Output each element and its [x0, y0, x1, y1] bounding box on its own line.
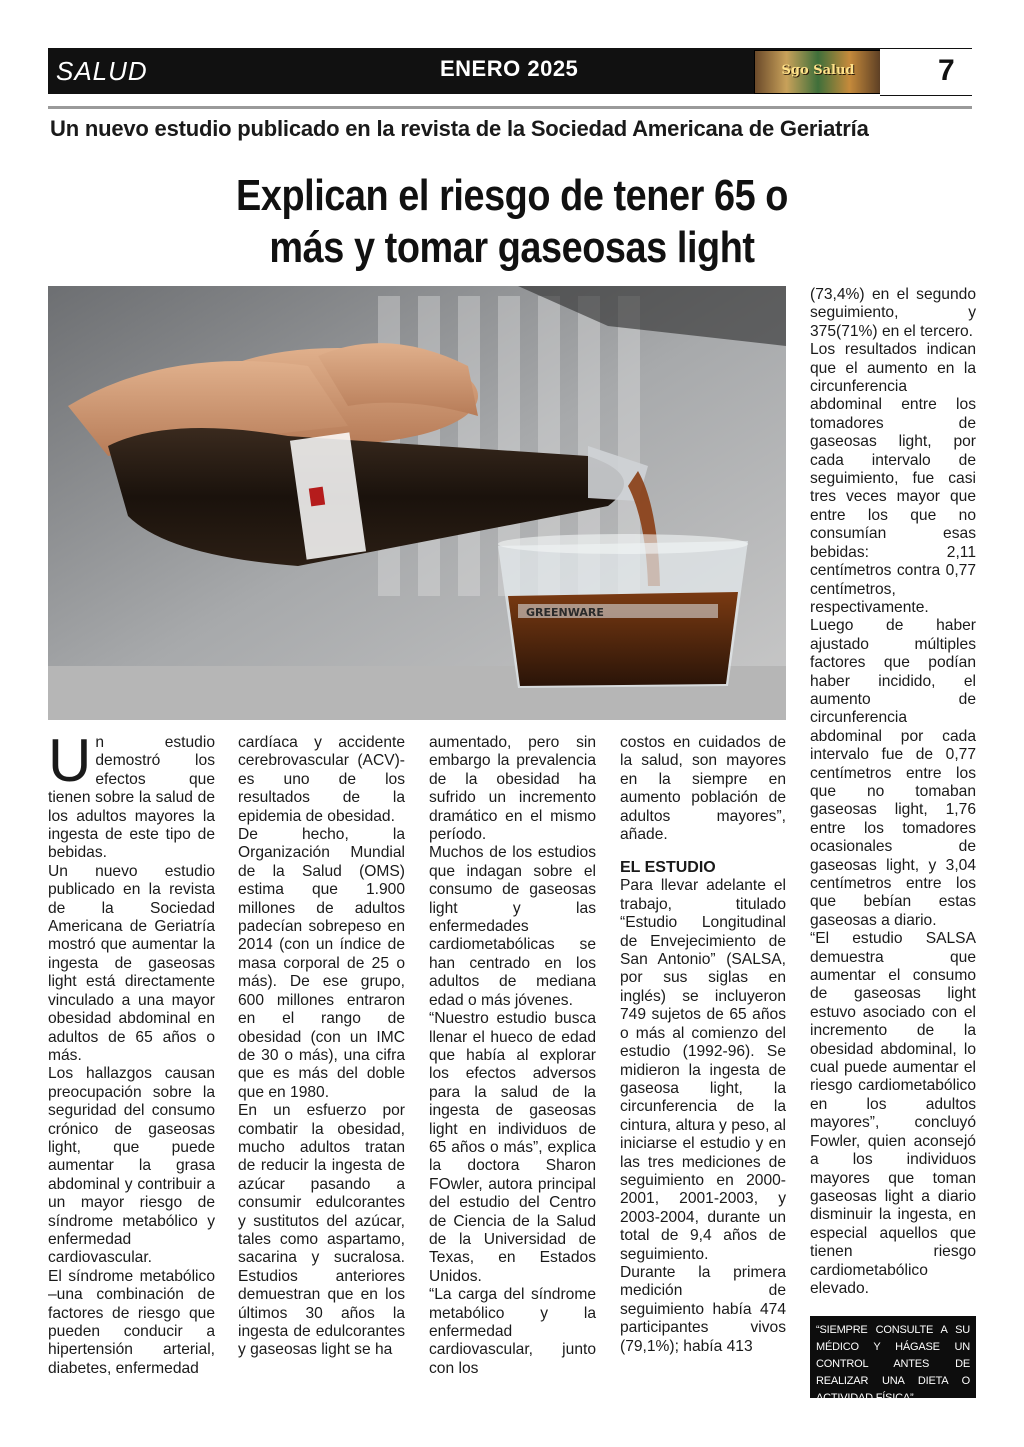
- paragraph: Un estudio demostró los efectos que tienen sobre la salud de los adultos mayores la ingesta de este tipo de bebidas.: [48, 727, 215, 862]
- article-photo: [48, 286, 786, 720]
- paragraph: “El estudio SALSA demuestra que aumentar el consumo de gaseosas light estuvo asociado con el incremento de la obesidad abdominal, lo cual puede aumentar el riesgo cardiometabólico en los adultos mayores”, concluyó Fowler, quien aconsejó a los individuos mayores que toman gaseosas light a diario disminuir la ingesta, en especial aquellos que tienen riesgo cardiometabólico elevado.: [810, 930, 976, 1297]
- health-advice-callout: “SIEMPRE CONSULTE A SU MÉDICO Y HÁGASE UN CONTROL ANTES DE REALIZAR UNA DIETA O ACTIVIDAD FÍSICA”: [810, 1316, 976, 1398]
- paragraph: aumentado, pero sin embargo la prevalencia de la obesidad ha sufrido un incremento dramático en el mismo período.: [429, 734, 596, 844]
- paragraph: Los hallazgos causan preocupación sobre la seguridad del consumo crónico de gaseosas light, que puede aumentar la grasa abdominal y contribuir a un mayor riesgo de síndrome metabólico y enfermedad cardiovascular.: [48, 1065, 215, 1267]
- article-headline: [175, 170, 849, 274]
- headline-line-1: Explican el riesgo de tener 65 o: [236, 171, 788, 220]
- publication-logo: [754, 50, 882, 94]
- issue-date: ENERO 2025: [440, 56, 579, 81]
- headline-line-2: más y tomar gaseosas light: [269, 223, 755, 272]
- logo-text: Sgo Salud: [781, 63, 855, 78]
- cup-label: GREENWARE: [526, 606, 604, 619]
- paragraph: De hecho, la Organización Mundial de la Salud (OMS) estima que 1.900 millones de adultos padecían sobrepeso en 2014 (con un índice de masa corporal de 25 o más). De ese grupo, 600 millones entraron en el rango de obesidad (con un IMC de 30 o más), una cifra que es más del doble que en 1980.: [238, 826, 405, 1101]
- paragraph: En un esfuerzo por combatir la obesidad, mucho adultos tratan de reducir la ingesta de azúcar pasando a consumir edulcorantes y sustitutos del azúcar, tales como aspartamo, sacarina y sucralosa. Estudios anteriores demuestran que en los últimos 30 años la ingesta de edulcorantes y gaseosas light se ha: [238, 1102, 405, 1359]
- paragraph: Un nuevo estudio publicado en la revista de la Sociedad Americana de Geriatría mostró que aumentar la ingesta de gaseosas light está directamente vinculado a una mayor obesidad abdominal en adultos de 65 años o más.: [48, 862, 215, 1064]
- header-rule: [48, 106, 972, 109]
- page-number-box: [880, 48, 972, 96]
- paragraph: Luego de haber ajustado múltiples factores que podían haber incidido, el aumento de circunferencia abdominal por cada intervalo fue de 0,77 centímetros entre los que no tomaban gaseosas light, 1,76 entre los tomadores ocasionales de gaseosas light, y 3,04 centímetros entre los que bebían estas gaseosas a diario.: [810, 617, 976, 929]
- article-column-3: [429, 734, 596, 1378]
- article-column-1: [48, 727, 215, 1378]
- paragraph: cardíaca y accidente cerebrovascular (ACV)- es uno de los resultados de la epidemia de obesidad.: [238, 734, 405, 825]
- article-column-4: [620, 734, 786, 1356]
- section-label: SALUD: [56, 56, 148, 86]
- paragraph: “La carga del síndrome metabólico y la enfermedad cardiovascular, junto con los: [429, 1286, 596, 1377]
- paragraph: Muchos de los estudios que indagan sobre el consumo de gaseosas light y las enfermedades cardiometabólicas se han centrado en los adultos de mediana edad o más jóvenes.: [429, 844, 596, 1009]
- section-subhead: EL ESTUDIO: [620, 859, 716, 877]
- paragraph: Durante la primera medición de seguimiento había 474 participantes vivos (79,1%); había 413: [620, 1263, 786, 1355]
- article-kicker: Un nuevo estudio publicado en la revista de la Sociedad Americana de Geriatría: [50, 116, 869, 141]
- article-column-2: [238, 734, 405, 1360]
- drop-cap: U: [48, 727, 92, 794]
- paragraph: Para llevar adelante el trabajo, titulado “Estudio Longitudinal de Envejecimiento de San Antonio” (SALSA, por sus siglas en inglés) se incluyeron 749 sujetos de 65 años o más al comienzo del estudio (1992-96). Se midieron la ingesta de gaseosa light, la circunferencia de la cintura, altura y peso, al iniciarse el estudio y en las tres mediciones de seguimiento en 2000-2001, 2001-2003, y 2003-2004, durante un total de 9,4 años de seguimiento.: [620, 877, 786, 1263]
- paragraph: “Nuestro estudio busca llenar el hueco de edad que había al explorar los efectos adversos para la salud de la ingesta de gaseosas light en individuos de 65 años o más”, explica la doctora Sharon FOwler, autora principal del estudio del Centro de Ciencia de la Salud de la Universidad de Texas, en Estados Unidos.: [429, 1010, 596, 1285]
- paragraph: El síndrome metabólico –una combinación de factores de riesgo que pueden conducir a hipertensión arterial, diabetes, enfermedad: [48, 1267, 215, 1377]
- paragraph: costos en cuidados de la salud, son mayores en la siempre en aumento población de adultos mayores”, añade.: [620, 734, 786, 844]
- soda-pouring-illustration: [48, 286, 786, 720]
- paragraph: (73,4%) en el segundo seguimiento, y 375(71%) en el tercero.: [810, 286, 976, 340]
- article-column-5: [810, 286, 976, 1298]
- paragraph: Los resultados indican que el aumento en la circunferencia abdominal entre los tomadores de gaseosas light, por cada intervalo de seguimiento, fue casi tres veces mayor que entre los que no consumían esas bebidas: 2,11 centímetros contra 0,77 centímetros, respectivamente.: [810, 341, 976, 616]
- page-number: 7: [938, 54, 955, 87]
